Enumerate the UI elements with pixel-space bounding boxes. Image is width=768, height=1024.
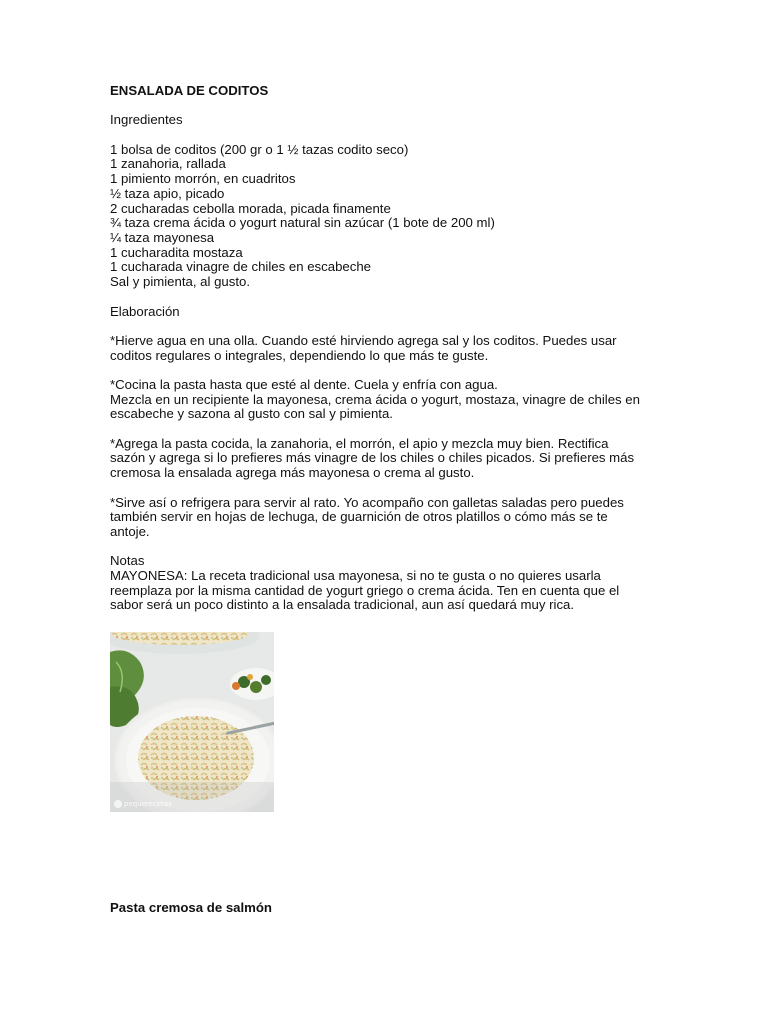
ingredient-item: 1 bolsa de coditos (200 gr o 1 ½ tazas codito seco) [110, 141, 409, 157]
ingredient-item: Sal y pimienta, al gusto. [110, 274, 251, 290]
recipe-title: ENSALADA DE CODITOS [110, 83, 269, 98]
recipe-body [110, 84, 670, 613]
ingredient-item: 1 cucharada vinagre de chiles en escabeche [110, 259, 371, 275]
photo-watermark [114, 800, 172, 808]
step-line: sazón y agrega si lo prefieres más vinagre de los chiles o chiles picados. Si prefieres más [110, 450, 635, 466]
step-line: cremosa la ensalada agrega más mayonesa o crema al gusto. [110, 465, 475, 481]
pasta-salad-photo [110, 632, 274, 812]
watermark-text: pequerecetas [124, 800, 172, 808]
ingredient-item: 1 pimiento morrón, en cuadritos [110, 171, 296, 187]
watermark-logo-icon [114, 800, 122, 808]
ingredient-list [110, 143, 670, 290]
step-line: también servir en hojas de lechuga, de guarnición de otros platillos o cómo más se te [110, 509, 608, 525]
notes-line: reemplaza por la misma cantidad de yogurt griego o crema ácida. Ten en cuenta que el [110, 582, 620, 598]
ingredient-item: ¾ taza crema ácida o yogurt natural sin azúcar (1 bote de 200 ml) [110, 215, 495, 231]
step-line: *Hierve agua en una olla. Cuando esté hirviendo agrega sal y los coditos. Puedes usar [110, 332, 617, 348]
ingredient-item: 1 cucharadita mostaza [110, 244, 243, 260]
step-4 [110, 496, 670, 540]
notes-line: sabor será un poco distinto a la ensalada tradicional, aun así quedará muy rica. [110, 597, 575, 613]
notes [110, 554, 670, 613]
step-1 [110, 334, 670, 363]
step-line: antoje. [110, 523, 150, 539]
step-line: coditos regulares o integrales, dependiendo lo que más te guste. [110, 347, 489, 363]
next-recipe-title: Pasta cremosa de salmón [110, 900, 272, 915]
ingredient-item: ½ taza apio, picado [110, 185, 225, 201]
ingredient-item: 1 zanahoria, rallada [110, 156, 226, 172]
step-line: *Sirve así o refrigera para servir al rato. Yo acompaño con galletas saladas pero puedes [110, 494, 624, 510]
step-3 [110, 437, 670, 481]
step-line: *Cocina la pasta hasta que esté al dente. Cuela y enfría con agua. [110, 376, 498, 392]
notes-line: MAYONESA: La receta tradicional usa mayonesa, si no te gusta o no quieres usarla [110, 568, 601, 584]
step-line: escabeche y sazona al gusto con sal y pimienta. [110, 406, 393, 422]
step-line: *Agrega la pasta cocida, la zanahoria, el morrón, el apio y mezcla muy bien. Rectifica [110, 435, 609, 451]
ingredients-heading: Ingredientes [110, 112, 183, 128]
ingredient-item: 2 cucharadas cebolla morada, picada finamente [110, 200, 391, 216]
ingredient-item: ¼ taza mayonesa [110, 230, 215, 245]
method-heading: Elaboración [110, 303, 180, 319]
step-line: Mezcla en un recipiente la mayonesa, crema ácida o yogurt, mostaza, vinagre de chiles en [110, 391, 640, 407]
step-2 [110, 378, 670, 422]
notes-heading: Notas [110, 553, 145, 569]
